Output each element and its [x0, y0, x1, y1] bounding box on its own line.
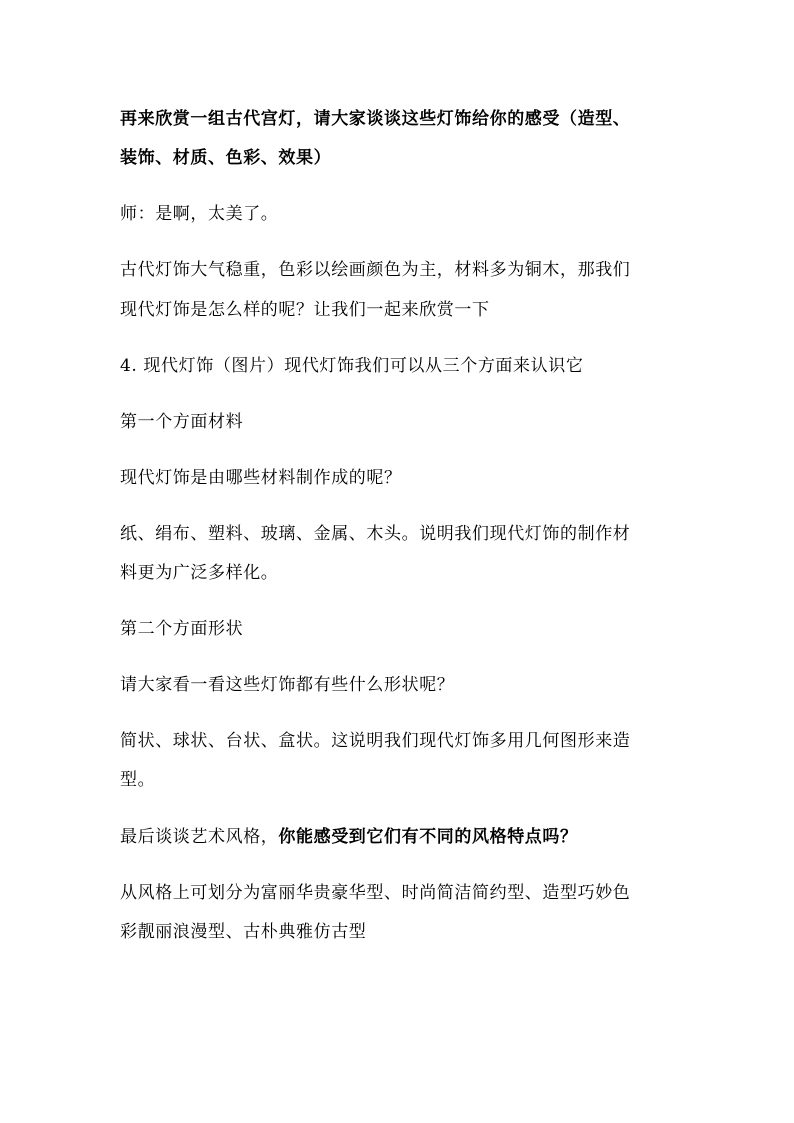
paragraph-line: 从风格上可划分为富丽华贵豪华型、时尚简洁简约型、造型巧妙色 [120, 883, 631, 903]
paragraph-line: 彩靓丽浪漫型、古朴典雅仿古型 [120, 922, 367, 942]
paragraph-line: 简状、球状、台状、盒状。这说明我们现代灯饰多用几何图形来造 [120, 731, 631, 751]
paragraph-text-bold: 你能感受到它们有不同的风格特点吗？ [278, 827, 578, 847]
paragraph-line: 4. 现代灯饰（图片）现代灯饰我们可以从三个方面来认识它 [120, 356, 584, 376]
paragraph-line: 料更为广泛多样化。 [120, 563, 279, 583]
paragraph-line: 型。 [120, 770, 156, 790]
paragraph-line: 第一个方面材料 [120, 412, 244, 432]
paragraph-line: 第二个方面形状 [120, 619, 244, 639]
paragraph-line: 现代灯饰是怎么样的呢？让我们一起来欣赏一下 [120, 300, 490, 320]
paragraph-line: 师：是啊，太美了。 [120, 204, 279, 224]
paragraph-line: 现代灯饰是由哪些材料制作成的呢？ [120, 468, 402, 488]
paragraph-line: 装饰、材质、色彩、效果） [120, 148, 332, 168]
paragraph-line [120, 826, 578, 848]
paragraph-line: 请大家看一看这些灯饰都有些什么形状呢？ [120, 675, 455, 695]
paragraph-line: 纸、绢布、塑料、玻璃、金属、木头。说明我们现代灯饰的制作材 [120, 524, 631, 544]
paragraph-text: 最后谈谈艺术风格， [120, 827, 279, 847]
paragraph-line: 古代灯饰大气稳重，色彩以绘画颜色为主，材料多为铜木，那我们 [120, 260, 631, 280]
paragraph-line: 再来欣赏一组古代宫灯，请大家谈谈这些灯饰给你的感受（造型、 [120, 109, 631, 129]
